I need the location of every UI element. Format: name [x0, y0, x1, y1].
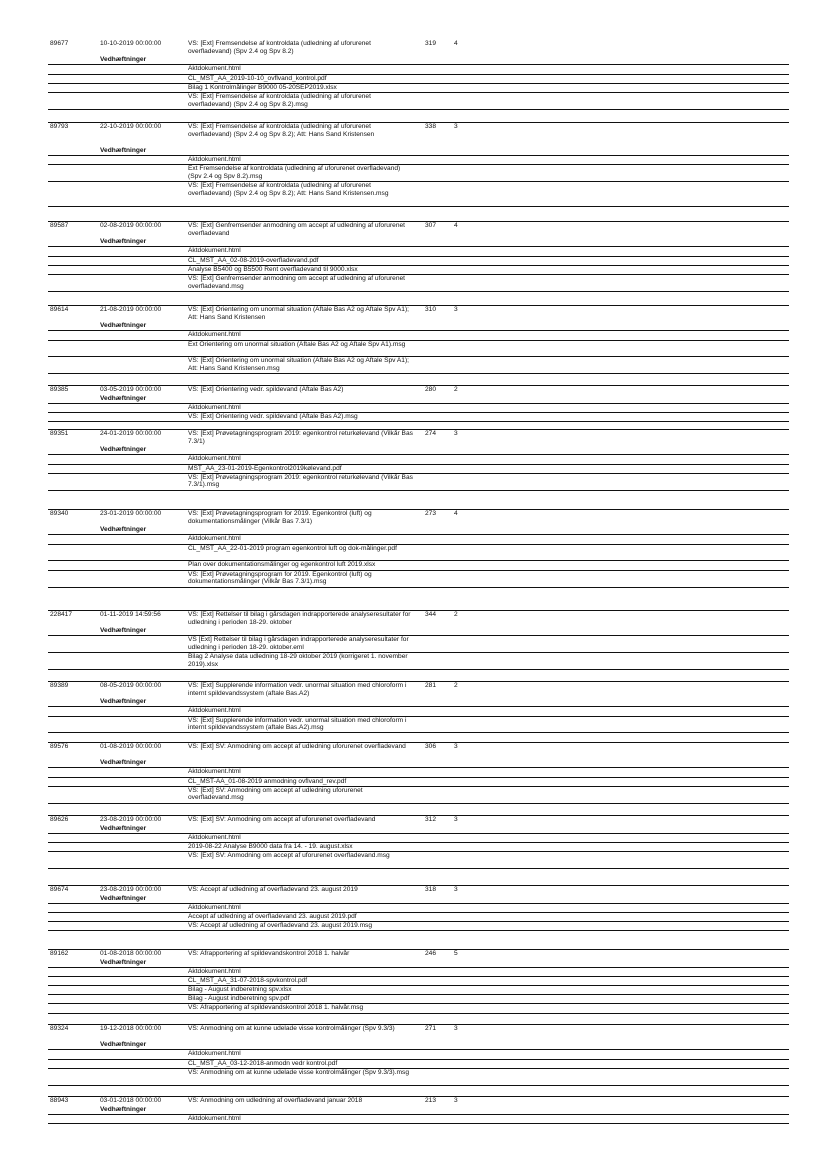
- attachment-row: [48, 636, 789, 653]
- record-id: 88943: [50, 1097, 69, 1104]
- attachment-name[interactable]: MST_AA_23-01-2019-Egenkontrol2019kølevand.pdf: [188, 464, 342, 472]
- attachment-row: [48, 1069, 789, 1086]
- record: [48, 742, 789, 804]
- attachment-row: [48, 93, 789, 110]
- attachments-header: [48, 959, 789, 968]
- record: [48, 221, 789, 292]
- record-subject: VS: Accept af udledning af overfladevand 23. august 2019: [188, 886, 358, 893]
- record-number: 319: [425, 40, 437, 47]
- record-subject: VS: [Ext] Prøvetagningsprogram 2019: egenkontrol returkølevand (Vilkår Bas 7.3/1): [188, 430, 413, 445]
- record-subject: VS: [Ext] Fremsendelse af kontroldata (udledning af uforurenet overfladevand) (Spv 2.4 og Spv 8.2); Att: Hans Sand Kristensen: [188, 123, 375, 138]
- attachment-row: [48, 1060, 789, 1069]
- attachment-name[interactable]: VS: [Ext] Orientering om unormal situation (Aftale Bas A2 og Aftale Spv A1); Att: Hans Sand Kristensen.msg: [188, 357, 410, 373]
- attachment-name[interactable]: Aktdokument.html: [188, 156, 241, 164]
- attachment-row: [48, 84, 789, 93]
- attachments-label: Vedhæftninger: [100, 1105, 147, 1113]
- record-header: [48, 40, 789, 56]
- record-header: [48, 886, 789, 895]
- attachment-row: [48, 535, 789, 544]
- attachment-row: [48, 834, 789, 843]
- record-count: 5: [454, 950, 458, 957]
- attachment-row: [48, 977, 789, 986]
- record: [48, 429, 789, 491]
- record-number: 318: [425, 886, 437, 893]
- record-date: 23-01-2019 00:00:00: [100, 510, 162, 517]
- attachment-row: [48, 75, 789, 84]
- attachment-name[interactable]: Aktdokument.html: [188, 65, 241, 73]
- attachment-name[interactable]: VS: [Ext] Prøvetagningsprogram for 2019. Egenkontrol (luft) og dokumentationsmålinger (Vilkår Bas 7.3/1).msg: [188, 570, 372, 586]
- attachment-row: [48, 768, 789, 777]
- attachment-name[interactable]: VS: [Ext] Supplerende information vedr. unormal situation med chloroform i internt spildevandssystem (aftale Bas.A2).msg: [188, 716, 407, 732]
- attachment-name[interactable]: VS: [Ext] Genfremsender anmodning om accept af udledning af uforurenet overfladevand.msg: [188, 274, 405, 290]
- attachments-header: [48, 627, 789, 636]
- attachment-name[interactable]: Aktdokument.html: [188, 903, 241, 911]
- record-count: 3: [454, 743, 458, 750]
- attachment-row: [48, 341, 789, 358]
- attachments-label: Vedhæftninger: [100, 894, 147, 902]
- attachments-header: [48, 825, 789, 834]
- record-date: 23-08-2019 00:00:00: [100, 886, 162, 893]
- record-id: 89677: [50, 40, 69, 47]
- attachment-row: [48, 465, 789, 474]
- attachments-label: Vedhæftninger: [100, 446, 147, 454]
- record-date: 01-08-2019 00:00:00: [100, 743, 162, 750]
- record-number: 306: [425, 743, 437, 750]
- record-count: 3: [454, 123, 458, 130]
- record-count: 3: [454, 816, 458, 823]
- attachment-name[interactable]: VS: [Ext] Fremsendelse af kontroldata (udledning af uforurenet overfladevand) (Spv 2.4 og Spv 8.2).msg: [188, 92, 371, 108]
- attachment-row: [48, 995, 789, 1004]
- attachment-name[interactable]: Bilag 1 Kontrolmålinger B9000 05-20SEP2019.xlsx: [188, 83, 337, 91]
- attachments-header: [48, 759, 789, 768]
- record-number: 310: [425, 306, 437, 313]
- record-subject: VS: [Ext] Genfremsender anmodning om accept af udledning af uforurenet overfladevand: [188, 222, 405, 237]
- attachment-row: [48, 413, 789, 422]
- attachment-name[interactable]: Plan over dokumentationsmålinger og egenkontrol luft 2019.xlsx: [188, 561, 376, 569]
- attachment-name[interactable]: VS: [Ext] Prøvetagningsprogram 2019: egenkontrol returkølevand (Vilkår Bas 7.3/1).msg: [188, 473, 413, 489]
- record-header: [48, 386, 789, 395]
- record-id: 89793: [50, 123, 69, 130]
- attachment-row: [48, 717, 789, 734]
- attachment-row: [48, 357, 789, 374]
- record-date: 10-10-2019 00:00:00: [100, 40, 162, 47]
- attachment-name[interactable]: Aktdokument.html: [188, 1050, 241, 1058]
- record-date: 21-08-2019 00:00:00: [100, 306, 162, 313]
- record-count: 4: [454, 510, 458, 517]
- attachment-row: [48, 968, 789, 977]
- attachments-label: Vedhæftninger: [100, 322, 147, 330]
- attachments-label: Vedhæftninger: [100, 698, 147, 706]
- attachment-name[interactable]: Aktdokument.html: [188, 967, 241, 975]
- attachment-name[interactable]: Aktdokument.html: [188, 455, 241, 463]
- record-count: 2: [454, 611, 458, 618]
- record-header: [48, 430, 789, 446]
- attachments-header: [48, 446, 789, 455]
- attachments-header: [48, 238, 789, 247]
- record-header: [48, 1097, 789, 1106]
- record: [48, 122, 789, 207]
- record-count: 4: [454, 40, 458, 47]
- record: [48, 885, 789, 931]
- record-subject: VS: Afrapportering af spildevandskontrol 2018 1. halvår: [188, 950, 350, 957]
- attachment-name[interactable]: Bilag 2 Analyse data udledning 18-29 oktober 2019 (korrigeret 1. november 2019).xlsx: [188, 653, 408, 668]
- record: [48, 305, 789, 374]
- attachment-name[interactable]: Aktdokument.html: [188, 707, 241, 715]
- attachments-header: [48, 1041, 789, 1050]
- record-header: [48, 222, 789, 238]
- attachment-row: [48, 922, 789, 931]
- attachment-name[interactable]: VS: [Ext] SV: Anmodning om accept af udledning uforurenet overfladevand.msg: [188, 786, 363, 802]
- record-id: 89340: [50, 510, 69, 517]
- attachment-row: [48, 65, 789, 74]
- record-date: 19-12-2018 00:00:00: [100, 1025, 162, 1032]
- record-date: 02-08-2019 00:00:00: [100, 222, 162, 229]
- attachment-row: [48, 474, 789, 491]
- record-id: 89324: [50, 1025, 69, 1032]
- attachment-name[interactable]: Aktdokument.html: [188, 535, 241, 543]
- record-count: 3: [454, 430, 458, 437]
- record-header: [48, 682, 789, 698]
- attachment-name[interactable]: CL_MST-AA_01-08-2019 anmodning ovflvand_rev.pdf: [188, 777, 347, 785]
- record: [48, 610, 789, 670]
- attachment-row: [48, 852, 789, 869]
- record-count: 3: [454, 306, 458, 313]
- record-number: 307: [425, 222, 437, 229]
- attachments-label: Vedhæftninger: [100, 1041, 147, 1049]
- attachment-name[interactable]: CL_MST_AA_22-01-2019 program egenkontrol luft og dok-målinger.pdf: [188, 544, 397, 552]
- attachment-name[interactable]: Aktdokument.html: [188, 1114, 241, 1122]
- record-count: 3: [454, 1025, 458, 1032]
- attachments-header: [48, 895, 789, 904]
- attachments-header: [48, 56, 789, 65]
- attachments-header: [48, 698, 789, 707]
- record: [48, 40, 789, 110]
- attachment-name[interactable]: VS: [Ext] Orientering vedr. spildevand (Aftale Bas A2).msg: [188, 412, 358, 420]
- attachment-name[interactable]: VS: Afrapportering af spildevandskontrol 2018 1. halvår.msg: [188, 1004, 364, 1012]
- attachment-row: [48, 653, 789, 670]
- record-count: 2: [454, 682, 458, 689]
- record-header: [48, 816, 789, 825]
- attachment-row: [48, 257, 789, 266]
- attachments-label: Vedhæftninger: [100, 238, 147, 246]
- attachment-row: [48, 182, 789, 207]
- record-date: 22-10-2019 00:00:00: [100, 123, 162, 130]
- record-date: 01-08-2018 00:00:00: [100, 950, 162, 957]
- attachments-header: [48, 395, 789, 404]
- record-date: 08-05-2019 00:00:00: [100, 682, 162, 689]
- record-subject: VS: [Ext] Fremsendelse af kontroldata (udledning af uforurenet overfladevand) (Spv 2.4 og Spv 8.2): [188, 40, 371, 55]
- record-subject: VS: [Ext] Supplerende information vedr. unormal situation med chloroform i internt spildevandssystem (aftale Bas.A2): [188, 682, 407, 697]
- attachment-name[interactable]: VS: [Ext] SV: Anmodning om accept af uforurenet overfladevand.msg: [188, 852, 390, 860]
- attachment-name[interactable]: CL_MST_AA_31-07-2018-spvkontrol.pdf: [188, 976, 308, 984]
- record-subject: VS: [Ext] Prøvetagningsprogram for 2019. Egenkontrol (luft) og dokumentationsmålinger (Vilkår Bas 7.3/1): [188, 510, 372, 525]
- record-number: 280: [425, 386, 437, 393]
- record-number: 213: [425, 1097, 437, 1104]
- record-id: 89351: [50, 430, 69, 437]
- record: [48, 681, 789, 733]
- attachment-row: [48, 561, 789, 570]
- record-id: 89162: [50, 950, 69, 957]
- attachment-name[interactable]: CL_MST_AA_02-08-2019-overfladevand.pdf: [188, 256, 319, 264]
- attachment-row: [48, 904, 789, 913]
- record-header: [48, 510, 789, 526]
- record-number: 271: [425, 1025, 437, 1032]
- attachment-row: [48, 787, 789, 804]
- attachment-row: [48, 331, 789, 340]
- attachment-name[interactable]: Ext Orientering om unormal situation (Aftale Bas A2 og Aftale Spv A1).msg: [188, 340, 406, 348]
- record-header: [48, 123, 789, 147]
- record-header: [48, 306, 789, 322]
- record-subject: VS: Anmodning om at kunne udelade visse kontrolmålinger (Spv 9.3/3): [188, 1025, 395, 1032]
- record-id: 89576: [50, 743, 69, 750]
- attachments-header: [48, 322, 789, 331]
- attachment-name[interactable]: VS: [Ext] Fremsendelse af kontroldata (udledning af uforurenet overfladevand) (Spv 2.4 og Spv 8.2); Att: Hans Sand Kristensen.msg: [188, 182, 389, 197]
- attachment-row: [48, 455, 789, 464]
- record-id: 228417: [50, 611, 73, 618]
- attachment-name[interactable]: Ext Fremsendelse af kontroldata (udledning af uforurenet overfladevand) (Spv 2.4 og Spv 8.2).msg: [188, 165, 401, 180]
- attachment-name[interactable]: VS [Ext] Rettelser til bilag i gårsdagen indrapporterede analyseresultater for udledning i perioden 18-29. oktober.eml: [188, 636, 409, 652]
- record-date: 03-01-2018 00:00:00: [100, 1097, 162, 1104]
- attachment-name[interactable]: Accept af udledning af overfladevand 23. august 2019.pdf: [188, 912, 357, 920]
- record: [48, 1096, 789, 1124]
- record-date: 23-08-2019 00:00:00: [100, 816, 162, 823]
- attachment-name[interactable]: Bilag - August indberetning spv.xlsx: [188, 986, 292, 994]
- record: [48, 815, 789, 869]
- record-subject: VS: [Ext] Orientering om unormal situation (Aftale Bas A2 og Aftale Spv A1); Att: Hans Sand Kristensen: [188, 306, 410, 321]
- attachments-header: [48, 147, 789, 156]
- attachment-row: [48, 545, 789, 562]
- attachment-row: [48, 707, 789, 716]
- record-header: [48, 611, 789, 627]
- attachment-row: [48, 404, 789, 413]
- attachment-name[interactable]: Analyse B5400 og B5500 Rent overfladevand til 9000.xlsx: [188, 265, 358, 273]
- record-count: 3: [454, 886, 458, 893]
- record: [48, 949, 789, 1014]
- attachment-row: [48, 156, 789, 165]
- attachment-row: [48, 986, 789, 995]
- record-number: 344: [425, 611, 437, 618]
- record-count: 3: [454, 1097, 458, 1104]
- record-subject: VS: [Ext] SV: Anmodning om accept af uforurenet overfladevand: [188, 816, 376, 823]
- attachment-row: [48, 1050, 789, 1059]
- attachment-name[interactable]: CL_MST_AA_2019-10-10_ovflvand_kontrol.pdf: [188, 74, 327, 82]
- attachment-row: [48, 275, 789, 292]
- attachments-label: Vedhæftninger: [100, 526, 147, 534]
- attachment-row: [48, 266, 789, 275]
- record-id: 89626: [50, 816, 69, 823]
- attachment-row: [48, 913, 789, 922]
- attachment-row: [48, 843, 789, 852]
- record-id: 89614: [50, 306, 69, 313]
- record-number: 312: [425, 816, 437, 823]
- record-header: [48, 743, 789, 759]
- attachment-name[interactable]: Aktdokument.html: [188, 833, 241, 841]
- attachment-row: [48, 1115, 789, 1124]
- attachments-header: [48, 1106, 789, 1115]
- record: [48, 1024, 789, 1086]
- record-id: 89389: [50, 682, 69, 689]
- attachment-name[interactable]: VS: Accept af udledning af overfladevand 23. august 2019.msg: [188, 922, 373, 930]
- attachments-label: Vedhæftninger: [100, 147, 147, 155]
- attachments-label: Vedhæftninger: [100, 824, 147, 832]
- record-date: 01-11-2019 14:59:56: [100, 611, 161, 618]
- record-id: 89587: [50, 222, 69, 229]
- attachment-name[interactable]: 2019-08-22 Analyse B9000 data fra 14. - 19. august.xlsx: [188, 842, 353, 850]
- record-date: 24-01-2019 00:00:00: [100, 430, 162, 437]
- attachment-name[interactable]: Aktdokument.html: [188, 247, 241, 255]
- attachments-header: [48, 526, 789, 535]
- attachments-label: Vedhæftninger: [100, 394, 147, 402]
- record-count: 4: [454, 222, 458, 229]
- record-subject: VS: [Ext] SV: Anmodning om accept af udledning uforurenet overfladevand: [188, 743, 406, 750]
- attachment-name[interactable]: VS: Anmodning om at kunne udelade visse kontrolmålinger (Spv 9.3/3).msg: [188, 1068, 410, 1076]
- record-id: 89674: [50, 886, 69, 893]
- attachment-row: [48, 1004, 789, 1013]
- record-number: 338: [425, 123, 437, 130]
- attachments-label: Vedhæftninger: [100, 627, 147, 635]
- attachment-name[interactable]: Aktdokument.html: [188, 403, 241, 411]
- record-number: 246: [425, 950, 437, 957]
- record: [48, 385, 789, 422]
- attachment-name[interactable]: CL_MST_AA_03-12-2018-anmodn vedr kontrol.pdf: [188, 1059, 338, 1067]
- record-count: 2: [454, 386, 458, 393]
- record-number: 273: [425, 510, 437, 517]
- attachment-name[interactable]: Aktdokument.html: [188, 768, 241, 776]
- attachment-row: [48, 571, 789, 588]
- record-id: 89385: [50, 386, 69, 393]
- record: [48, 509, 789, 588]
- attachment-name[interactable]: Aktdokument.html: [188, 331, 241, 339]
- attachments-label: Vedhæftninger: [100, 56, 147, 64]
- record-number: 274: [425, 430, 437, 437]
- record-header: [48, 950, 789, 959]
- record-subject: VS: [Ext] Rettelser til bilag i gårsdagen indrapporterede analyseresultater for udledning i perioden 18-29. oktober: [188, 611, 411, 626]
- record-date: 03-05-2019 00:00:00: [100, 386, 162, 393]
- attachment-row: [48, 165, 789, 182]
- record-header: [48, 1025, 789, 1041]
- attachment-name[interactable]: Bilag - August indberetning spv.pdf: [188, 995, 290, 1003]
- attachment-row: [48, 247, 789, 256]
- record-number: 281: [425, 682, 437, 689]
- record-subject: VS: Anmodning om udledning af overfladevand januar 2018: [188, 1097, 363, 1104]
- attachment-row: [48, 778, 789, 787]
- attachments-label: Vedhæftninger: [100, 958, 147, 966]
- record-subject: VS: [Ext] Orientering vedr. spildevand (Aftale Bas A2): [188, 386, 344, 393]
- attachments-label: Vedhæftninger: [100, 759, 147, 767]
